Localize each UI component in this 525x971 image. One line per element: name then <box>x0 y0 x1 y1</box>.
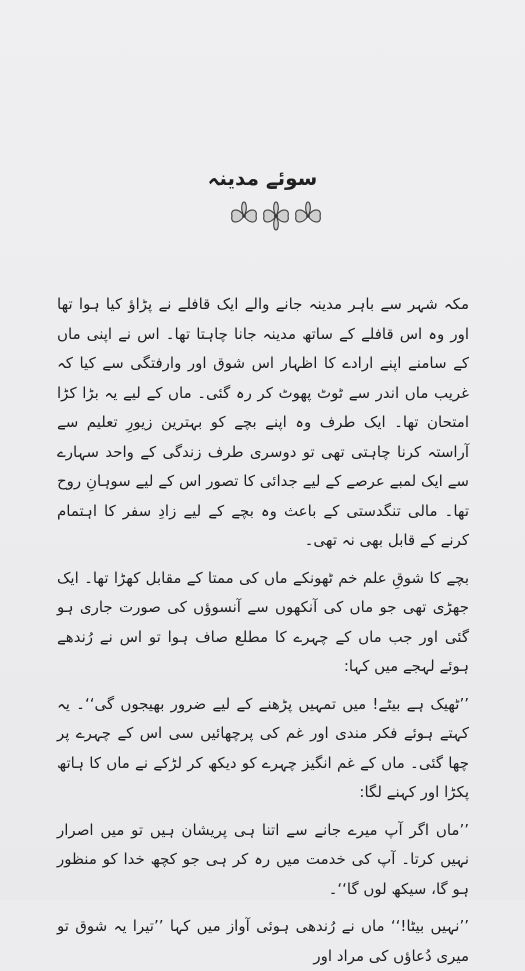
paragraph: ’’نہیں بیٹا!‘‘ ماں نے رُندھی ہوئی آواز میں کہا ’’تیرا یہ شوق تو میری دُعاؤں کی مراد اور <box>57 917 469 965</box>
paragraph: مکہ شہر سے باہر مدینہ جانے والے ایک قافلے نے پڑاؤ کیا ہوا تھا اور وہ اس قافلے کے ساتھ مدینہ جانا چاہتا تھا۔ اس نے اپنی ماں کے سامنے اپنے ارادے کا اظہار اس شوق اور وارفتگی سے کیا کہ غریب ماں اندر سے ٹوٹ پھوٹ کر رہ گئی۔ ماں کے لیے یہ بڑا کڑا امتحان تھا۔ ایک طرف وہ اپنے بچے کو بہترین زیورِ تعلیم سے آراستہ کرنا چاہتی تھی تو دوسری طرف زندگی کے واحد سہارے سے ایک لمبے عرصے کے لیے جدائی کا تصور اس کے لیے سوہانِ روح تھا۔ مالی تنگدستی کے باعث وہ بچے کے لیے زادِ سفر کا اہتمام کرنے کے قابل بھی نہ تھی۔ <box>57 295 469 549</box>
paragraph: ’’ماں اگر آپ میرے جانے سے اتنا ہی پریشان ہیں تو میں اصرار نہیں کرتا۔ آپ کی خدمت میں رہ کر ہی جو کچھ خدا کو منظور ہو گا، سیکھ لوں گا‘‘۔ <box>57 820 469 898</box>
paragraph: ’’ٹھیک ہے بیٹے! میں تمہیں پڑھنے کے لیے ضرور بھیجوں گی‘‘۔ یہ کہتے ہوئے فکر مندی اور غم کی پرچھائیں سی اس کے چہرے پر چھا گئی۔ ماں کے غم انگیز چہرے کو دیکھ کر لڑکے نے ماں کا ہاتھ پکڑا اور کہنے لگا: <box>57 694 469 801</box>
floral-ornament-icon <box>228 199 324 233</box>
paragraph: بچے کا شوقِ علم خم ٹھونکے ماں کی ممتا کے مقابل کھڑا تھا۔ ایک جھڑی تھی جو ماں کی آنکھوں سے آنسوؤں کی صورت جاری ہو گئی اور جب ماں کے چہرے کا مطلع صاف ہوا تو اس نے رُندھے ہوئے لہجے میں کہا: <box>57 568 469 675</box>
chapter-title: سوئے مدینہ <box>207 166 318 190</box>
body-text <box>57 290 469 971</box>
